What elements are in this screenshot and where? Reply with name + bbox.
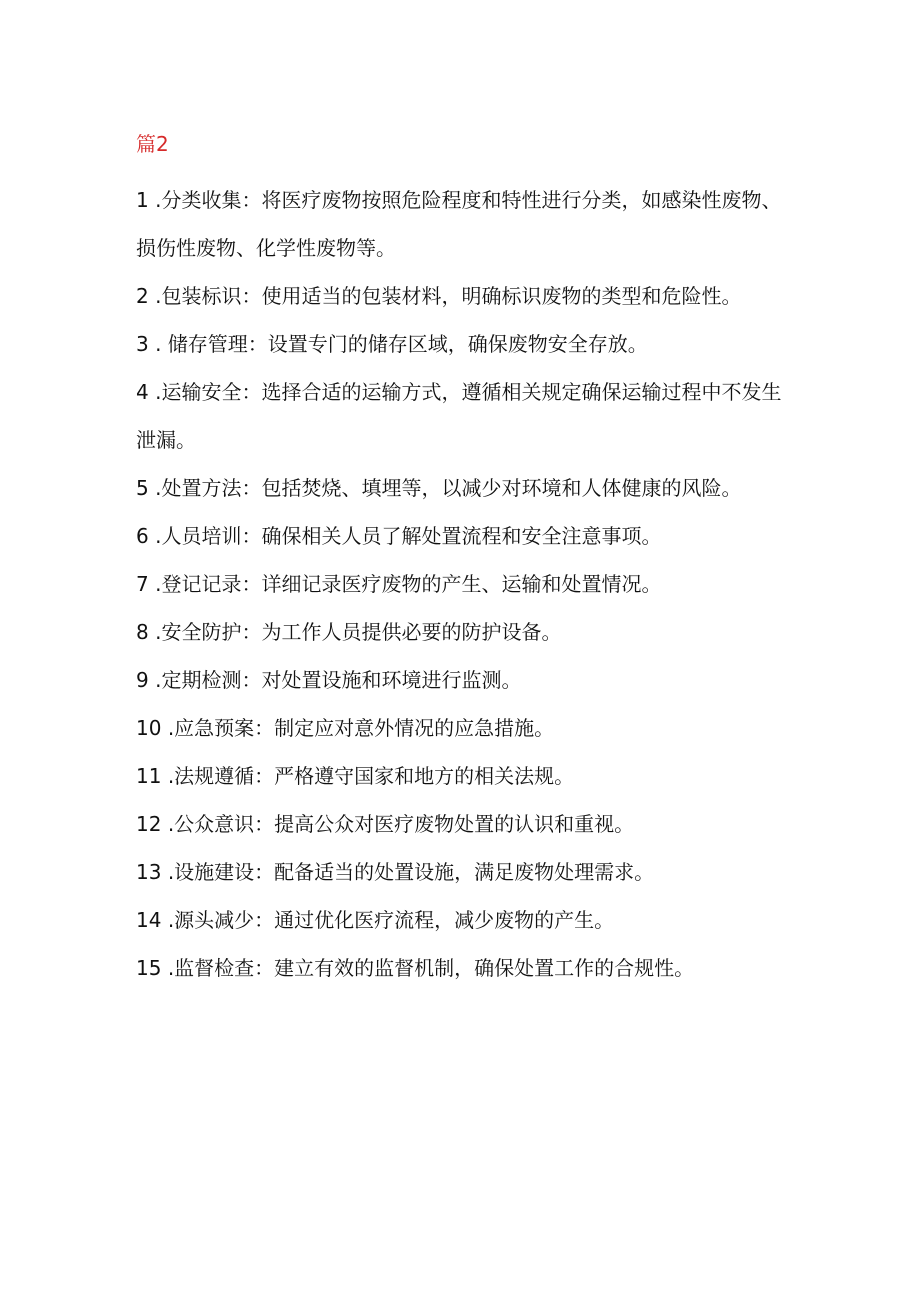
list-item <box>136 800 786 848</box>
item-text: .运输安全：选择合适的运输方式，遵循相关规定确保运输过程中不发生泄漏。 <box>136 380 782 452</box>
item-text: .监督检查：建立有效的监督机制，确保处置工作的合规性。 <box>167 956 695 980</box>
item-text: .登记记录：详细记录医疗废物的产生、运输和处置情况。 <box>155 572 662 596</box>
item-text: .源头减少：通过优化医疗流程，减少废物的产生。 <box>167 908 615 932</box>
list-item <box>136 320 786 368</box>
list-item <box>136 896 786 944</box>
list-item <box>136 656 786 704</box>
item-number: 11 <box>136 764 168 788</box>
item-number: 3 <box>136 332 156 356</box>
item-number: 6 <box>136 524 156 548</box>
item-number: 7 <box>136 572 156 596</box>
item-text: .人员培训：确保相关人员了解处置流程和安全注意事项。 <box>155 524 662 548</box>
item-number: 2 <box>136 284 156 308</box>
item-number: 10 <box>136 716 168 740</box>
list-item <box>136 608 786 656</box>
list-item <box>136 944 786 992</box>
list-item <box>136 464 786 512</box>
item-text: .分类收集：将医疗废物按照危险程度和特性进行分类，如感染性废物、损伤性废物、化学性废物等。 <box>136 188 782 260</box>
item-text: .公众意识：提高公众对医疗废物处置的认识和重视。 <box>167 812 635 836</box>
item-text: .包装标识：使用适当的包装材料，明确标识废物的类型和危险性。 <box>155 284 742 308</box>
item-number: 9 <box>136 668 156 692</box>
item-text: .定期检测：对处置设施和环境进行监测。 <box>155 668 522 692</box>
list-item <box>136 368 786 464</box>
item-text: .安全防护：为工作人员提供必要的防护设备。 <box>155 620 562 644</box>
list-item <box>136 704 786 752</box>
item-text: .处置方法：包括焚烧、填埋等，以减少对环境和人体健康的风险。 <box>155 476 742 500</box>
list-item <box>136 512 786 560</box>
item-list <box>136 176 786 992</box>
section-heading: 篇2 <box>136 132 169 156</box>
item-text: .设施建设：配备适当的处置设施，满足废物处理需求。 <box>167 860 655 884</box>
list-item <box>136 272 786 320</box>
list-item <box>136 848 786 896</box>
item-number: 15 <box>136 956 168 980</box>
list-item <box>136 752 786 800</box>
item-number: 8 <box>136 620 156 644</box>
item-number: 4 <box>136 380 156 404</box>
item-text: . 储存管理：设置专门的储存区域，确保废物安全存放。 <box>155 332 648 356</box>
list-item <box>136 176 786 272</box>
item-number: 14 <box>136 908 168 932</box>
item-text: .应急预案：制定应对意外情况的应急措施。 <box>167 716 555 740</box>
item-text: .法规遵循：严格遵守国家和地方的相关法规。 <box>167 764 575 788</box>
item-number: 5 <box>136 476 156 500</box>
item-number: 13 <box>136 860 168 884</box>
list-item <box>136 560 786 608</box>
item-number: 1 <box>136 188 156 212</box>
item-number: 12 <box>136 812 168 836</box>
